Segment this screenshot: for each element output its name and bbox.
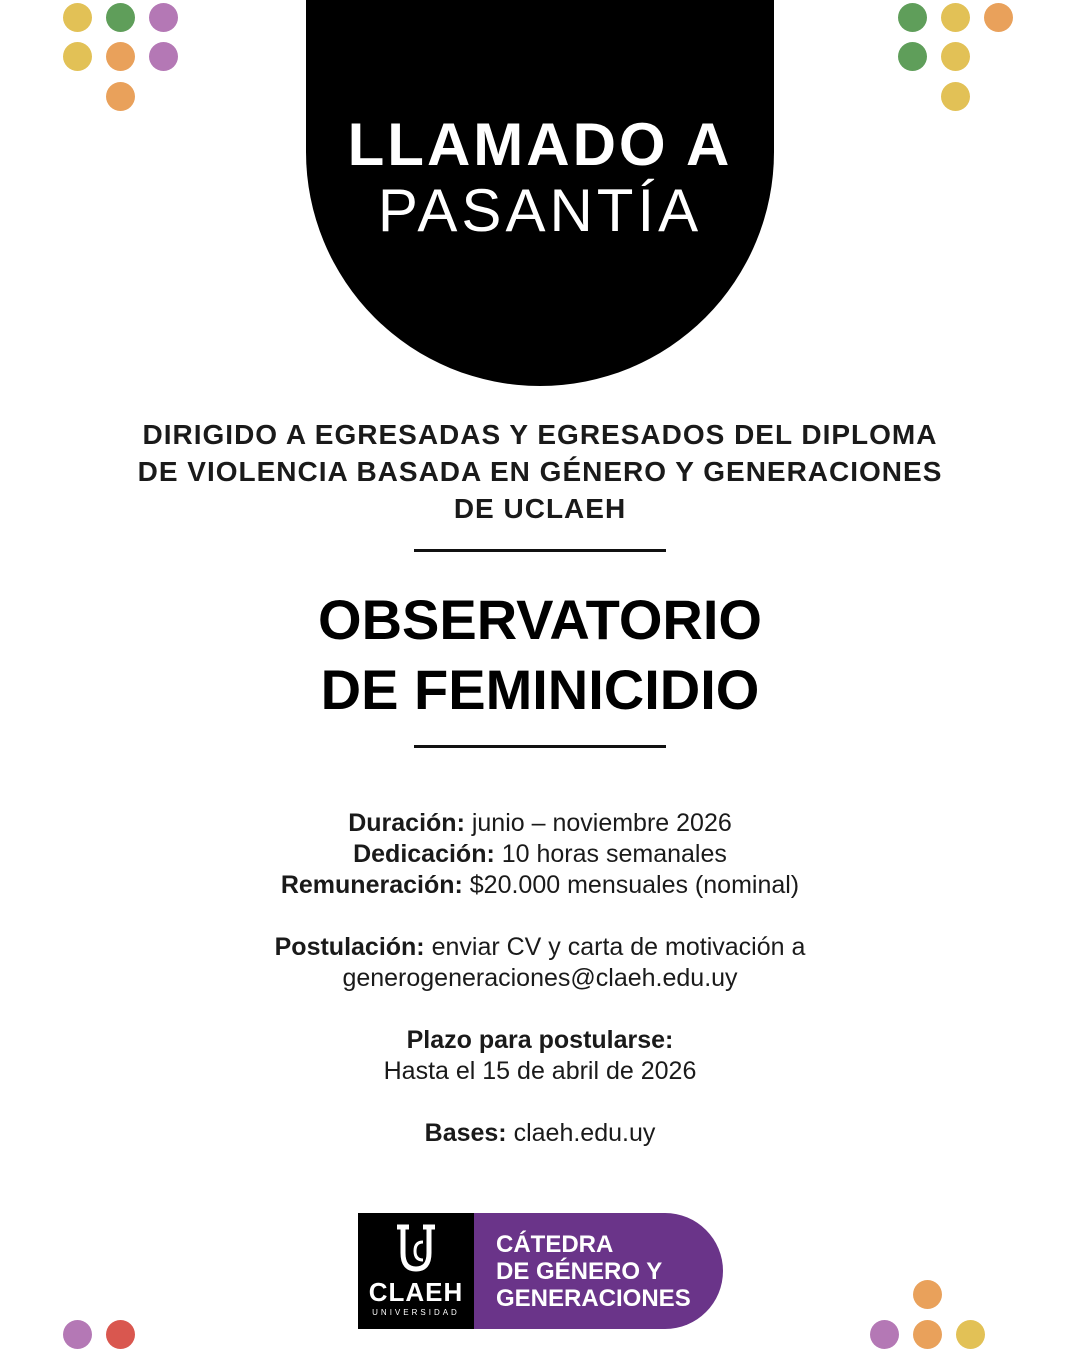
remuneracion-label: Remuneración:	[280, 871, 463, 899]
decorative-dot	[898, 42, 927, 71]
header-title-line2: PASANTÍA	[377, 177, 703, 244]
decorative-dot	[898, 3, 927, 32]
dedicacion-row	[60, 839, 1020, 870]
remuneracion-row	[60, 870, 1020, 901]
bases-value[interactable]: claeh.edu.uy	[506, 1119, 656, 1147]
program-title-line1: OBSERVATORIO	[318, 588, 762, 651]
divider-bottom	[414, 745, 666, 748]
decorative-dot	[106, 3, 135, 32]
catedra-line2: DE GÉNERO Y	[496, 1258, 663, 1285]
decorative-dot	[63, 42, 92, 71]
postulacion-value: enviar CV y carta de motivación a	[424, 933, 806, 961]
decorative-dot	[106, 42, 135, 71]
catedra-line3: GENERACIONES	[496, 1285, 691, 1312]
decorative-dot	[941, 42, 970, 71]
decorative-dot	[984, 3, 1013, 32]
header-title	[306, 112, 774, 244]
logo-name: CLAEH	[368, 1277, 464, 1307]
decorative-dot	[913, 1320, 942, 1349]
duracion-row	[60, 808, 1020, 839]
postulacion-label: Postulación:	[274, 933, 425, 961]
claeh-logo	[358, 1213, 474, 1329]
decorative-dot	[941, 82, 970, 111]
bases-row	[60, 1118, 1020, 1149]
decorative-dot	[941, 3, 970, 32]
program-title-line2: DE FEMINICIDIO	[320, 658, 760, 721]
plazo-label: Plazo para postularse:	[406, 1026, 674, 1054]
uc-monogram-icon	[358, 1223, 474, 1278]
audience-line2: DE VIOLENCIA BASADA EN GÉNERO Y GENERACIONES	[137, 456, 943, 487]
decorative-dot	[63, 3, 92, 32]
postulacion-row	[60, 932, 1020, 963]
details-block	[60, 808, 1020, 1149]
duracion-value: junio – noviembre 2026	[464, 809, 732, 837]
dedicacion-label: Dedicación:	[353, 840, 495, 868]
duracion-label: Duración:	[348, 809, 465, 837]
audience-line3: DE UCLAEH	[453, 493, 627, 524]
logo-subtitle: UNIVERSIDAD	[372, 1308, 460, 1317]
divider-top	[414, 549, 666, 552]
decorative-dot	[63, 1320, 92, 1349]
catedra-line1: CÁTEDRA	[496, 1231, 614, 1258]
remuneracion-value: $20.000 mensuales (nominal)	[462, 871, 800, 899]
program-title	[60, 585, 1020, 725]
bases-label: Bases:	[424, 1119, 507, 1147]
audience-line1: DIRIGIDO A EGRESADAS Y EGRESADOS DEL DIPLOMA	[142, 419, 938, 450]
decorative-dot	[956, 1320, 985, 1349]
dedicacion-value: 10 horas semanales	[494, 840, 727, 868]
audience-text	[60, 416, 1020, 527]
catedra-badge	[474, 1213, 723, 1329]
decorative-dot	[106, 1320, 135, 1349]
decorative-dot	[149, 42, 178, 71]
email-link[interactable]: generogeneraciones@claeh.edu.uy	[342, 964, 738, 992]
header-title-line1: LLAMADO A	[347, 111, 733, 178]
decorative-dot	[870, 1320, 899, 1349]
plazo-value: Hasta el 15 de abril de 2026	[383, 1057, 697, 1085]
decorative-dot	[913, 1280, 942, 1309]
decorative-dot	[149, 3, 178, 32]
decorative-dot	[106, 82, 135, 111]
